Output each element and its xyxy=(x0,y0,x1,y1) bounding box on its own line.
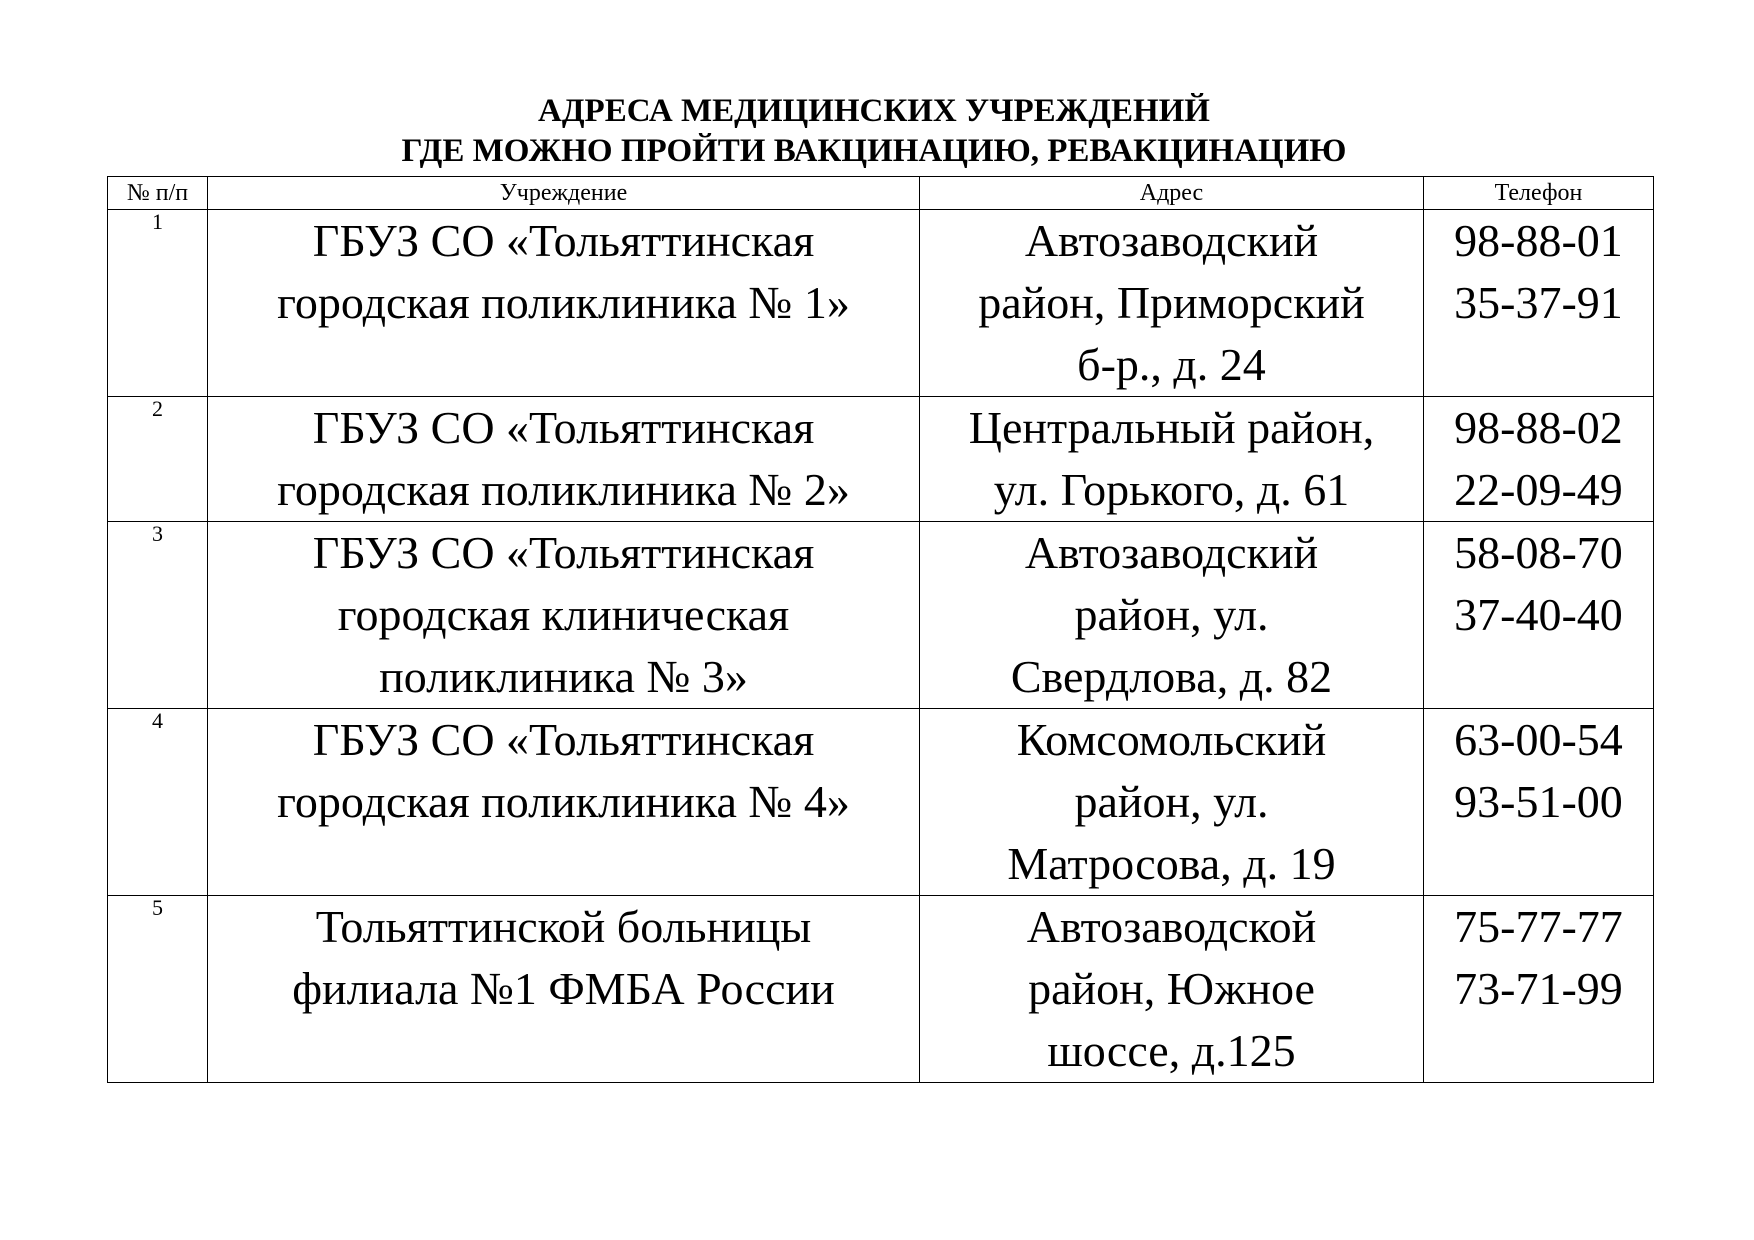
row-number: 1 xyxy=(108,210,208,397)
row-number: 4 xyxy=(108,709,208,896)
phone-cell xyxy=(1424,522,1654,709)
address-line: Комсомольский xyxy=(1016,714,1327,765)
institution-line: городская клиническая xyxy=(337,589,790,640)
address-line: Центральный район, xyxy=(968,402,1375,453)
table-row xyxy=(108,522,1654,709)
address-line: район, ул. xyxy=(1074,589,1269,640)
institution-cell xyxy=(208,709,920,896)
address-line: район, Южное xyxy=(1028,963,1315,1014)
table-row xyxy=(108,709,1654,896)
table-row xyxy=(108,210,1654,397)
row-number: 5 xyxy=(108,896,208,1083)
phone-number: 98-88-01 xyxy=(1454,215,1623,266)
address-line: Свердлова, д. 82 xyxy=(1010,651,1333,702)
table-row xyxy=(108,896,1654,1083)
phone-cell xyxy=(1424,709,1654,896)
address-line: Автозаводский xyxy=(1024,527,1319,578)
row-number: 2 xyxy=(108,397,208,522)
phone-number: 98-88-02 xyxy=(1454,402,1623,453)
address-line: Автозаводской xyxy=(1026,901,1317,952)
header-address: Адрес xyxy=(920,177,1424,210)
row-number: 3 xyxy=(108,522,208,709)
address-cell xyxy=(920,522,1424,709)
institution-line: ГБУЗ СО «Тольяттинская xyxy=(312,402,815,453)
institution-line: ГБУЗ СО «Тольяттинская xyxy=(312,714,815,765)
institution-cell xyxy=(208,210,920,397)
address-cell xyxy=(920,397,1424,522)
address-line: шоссе, д.125 xyxy=(1047,1025,1296,1076)
phone-number: 58-08-70 xyxy=(1454,527,1623,578)
document-title-line-2: ГДЕ МОЖНО ПРОЙТИ ВАКЦИНАЦИЮ, РЕВАКЦИНАЦИЮ xyxy=(401,133,1347,169)
address-line: ул. Горького, д. 61 xyxy=(993,464,1350,515)
address-line: район, Приморский xyxy=(978,277,1365,328)
phone-number: 73-71-99 xyxy=(1454,963,1623,1014)
institution-line: городская поликлиника № 1» xyxy=(277,277,850,328)
phone-number: 75-77-77 xyxy=(1454,901,1623,952)
institution-cell xyxy=(208,896,920,1083)
table-header-row xyxy=(108,177,1654,210)
phone-number: 35-37-91 xyxy=(1454,277,1623,328)
address-line: район, ул. xyxy=(1074,776,1269,827)
institution-line: городская поликлиника № 4» xyxy=(277,776,850,827)
phone-cell xyxy=(1424,397,1654,522)
address-line: Матросова, д. 19 xyxy=(1007,838,1336,889)
institution-line: городская поликлиника № 2» xyxy=(277,464,850,515)
institution-line: филиала №1 ФМБА России xyxy=(292,963,835,1014)
address-cell xyxy=(920,210,1424,397)
header-phone: Телефон xyxy=(1424,177,1654,210)
phone-number: 93-51-00 xyxy=(1454,776,1623,827)
phone-cell xyxy=(1424,896,1654,1083)
institutions-table xyxy=(107,176,1654,1083)
institution-line: ГБУЗ СО «Тольяттинская xyxy=(312,527,815,578)
phone-number: 63-00-54 xyxy=(1454,714,1623,765)
phone-cell xyxy=(1424,210,1654,397)
address-line: б-р., д. 24 xyxy=(1077,339,1266,390)
institution-line: поликлиника № 3» xyxy=(379,651,748,702)
institution-cell xyxy=(208,397,920,522)
table-row xyxy=(108,397,1654,522)
address-line: Автозаводский xyxy=(1024,215,1319,266)
header-num: № п/п xyxy=(108,177,208,210)
institution-line: Тольяттинской больницы xyxy=(315,901,812,952)
document-title-line-1: АДРЕСА МЕДИЦИНСКИХ УЧРЕЖДЕНИЙ xyxy=(538,93,1210,129)
address-cell xyxy=(920,709,1424,896)
address-cell xyxy=(920,896,1424,1083)
institution-cell xyxy=(208,522,920,709)
header-institution: Учреждение xyxy=(208,177,920,210)
phone-number: 37-40-40 xyxy=(1454,589,1623,640)
institution-line: ГБУЗ СО «Тольяттинская xyxy=(312,215,815,266)
phone-number: 22-09-49 xyxy=(1454,464,1623,515)
